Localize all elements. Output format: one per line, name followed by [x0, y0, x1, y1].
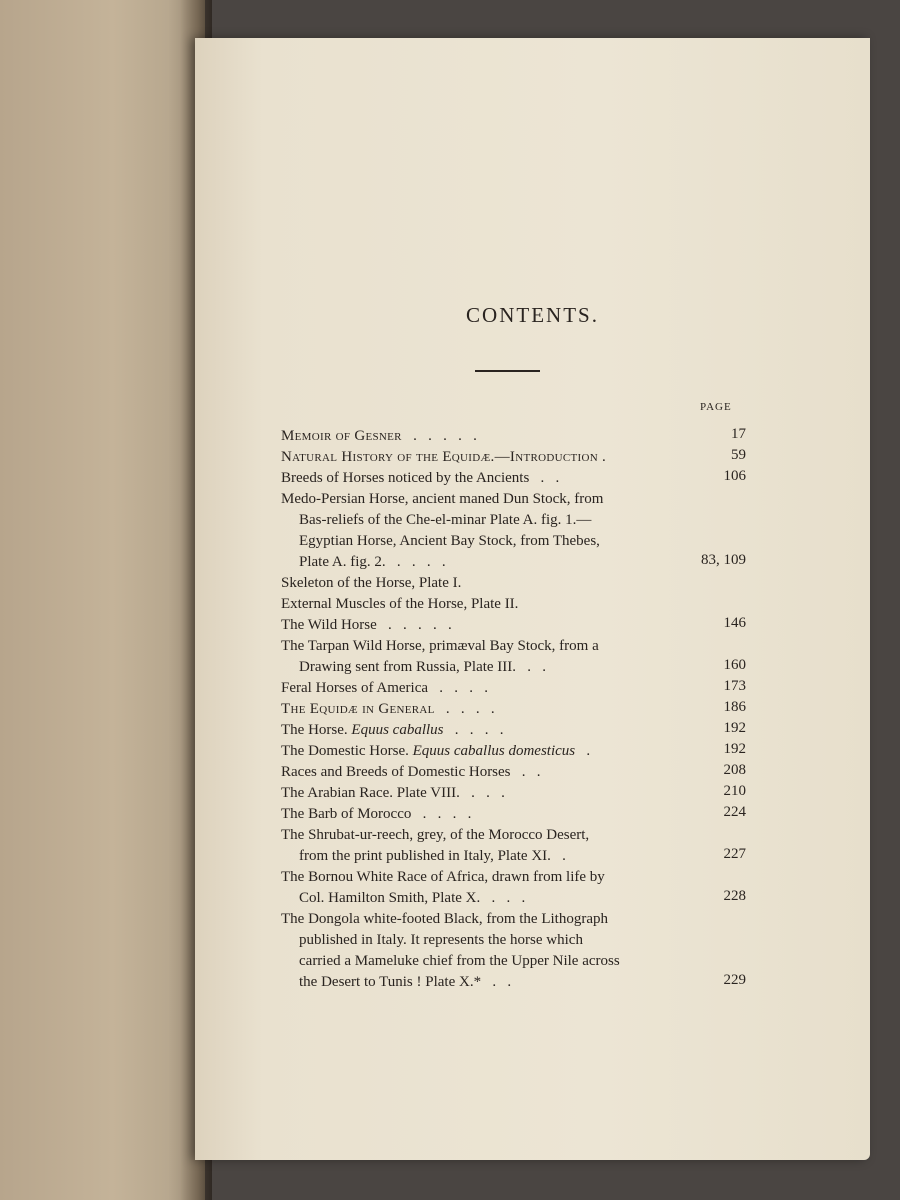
contents-entry-text: Natural History of the Equidæ.—Introduction . [281, 449, 607, 465]
contents-entry-text: The Dongola white-footed Black, from the Lithograph [281, 911, 608, 927]
contents-entry-page-number: 192 [723, 720, 746, 736]
leader-dots: . . . . . [401, 428, 477, 444]
contents-entry [281, 783, 746, 804]
contents-entry-page-number: 210 [723, 783, 746, 799]
leader-dots: . [550, 848, 566, 864]
contents-entry-text: The Wild Horse . . . . . [281, 617, 452, 633]
contents-entry-page-number: 160 [723, 657, 746, 673]
leader-dots: . . [481, 974, 512, 990]
leader-dots: . . . . [428, 680, 489, 696]
contents-entry-text: Skeleton of the Horse, Plate I. [281, 575, 462, 591]
contents-entry [281, 699, 746, 720]
contents-entry-text: The Arabian Race. Plate VIII. . . . [281, 785, 505, 801]
contents-entry [281, 594, 741, 615]
contents-entry-latin-name: Equus caballus [347, 722, 444, 738]
leader-dots: . . [529, 470, 560, 486]
leader-dots: . . . . . [376, 617, 452, 633]
contents-entry-text: The Bornou White Race of Africa, drawn from life by [281, 869, 605, 885]
contents-entry-text: The Horse. Equus caballus . . . . [281, 722, 504, 738]
title-rule [475, 370, 540, 372]
page-column-label: PAGE [700, 401, 732, 413]
contents-entry [281, 804, 746, 825]
contents-entry-page-number: 228 [723, 888, 746, 904]
contents-entry-text: External Muscles of the Horse, Plate II. [281, 596, 519, 612]
contents-entry-page-number: 192 [723, 741, 746, 757]
contents-entry-text: Col. Hamilton Smith, Plate X. . . . [299, 890, 526, 906]
contents-entry [281, 468, 746, 489]
contents-entry [281, 678, 746, 699]
contents-entry-text: The Barb of Morocco . . . . [281, 806, 472, 822]
leader-dots: . . . . [411, 806, 472, 822]
contents-entry [281, 825, 746, 867]
leader-dots: . . . [459, 785, 505, 801]
contents-entry [281, 762, 746, 783]
contents-entry [281, 636, 746, 678]
contents-entry-text: The Shrubat-ur-reech, grey, of the Morocco Desert, [281, 827, 590, 843]
contents-entry-page-number: 227 [723, 846, 746, 862]
page-title: CONTENTS. [466, 303, 599, 327]
contents-entry-text: Feral Horses of America . . . . [281, 680, 489, 696]
contents-list [281, 426, 746, 993]
leader-dots: . . . . [385, 554, 446, 570]
contents-entry-text: Breeds of Horses noticed by the Ancients . . [281, 470, 560, 486]
leader-dots: . . . . [434, 701, 495, 717]
contents-entry-text: Memoir of Gesner . . . . . [281, 428, 477, 444]
contents-entry-page-number: 229 [723, 972, 746, 988]
contents-entry-page-number: 59 [731, 447, 746, 463]
contents-entry-text: Egyptian Horse, Ancient Bay Stock, from Thebes, [299, 533, 600, 549]
leader-dots: . . . . [443, 722, 504, 738]
contents-entry-page-number: 186 [723, 699, 746, 715]
contents-entry-latin-name: Equus caballus domesticus [408, 743, 576, 759]
contents-entry-text: Races and Breeds of Domestic Horses . . [281, 764, 541, 780]
contents-entry [281, 867, 746, 909]
contents-entry-text: published in Italy. It represents the horse which [299, 932, 583, 948]
leader-dots: . . . [480, 890, 526, 906]
contents-entry [281, 573, 741, 594]
contents-entry-text: Drawing sent from Russia, Plate III. . . [299, 659, 547, 675]
contents-entry-page-number: 17 [731, 426, 746, 442]
leader-dots: . . [510, 764, 541, 780]
contents-entry-page-number: 83, 109 [701, 552, 746, 568]
contents-entry-page-number: 224 [723, 804, 746, 820]
contents-entry [281, 426, 746, 447]
right-page [195, 38, 870, 1160]
contents-entry-text: The Equidæ in General . . . . [281, 701, 495, 717]
contents-entry-text: Plate A. fig. 2. . . . . [299, 554, 446, 570]
contents-entry-text: from the print published in Italy, Plate XI. . [299, 848, 566, 864]
contents-entry [281, 615, 746, 636]
contents-entry [281, 720, 746, 741]
contents-entry-text: Medo-Persian Horse, ancient maned Dun Stock, from [281, 491, 604, 507]
contents-entry [281, 447, 746, 468]
contents-entry [281, 489, 746, 573]
contents-entry-text: the Desert to Tunis ! Plate X.* . . [299, 974, 512, 990]
left-page [0, 0, 205, 1200]
leader-dots: . [575, 743, 591, 759]
contents-entry-text: Bas-reliefs of the Che-el-minar Plate A. fig. 1.— [299, 512, 592, 528]
contents-entry [281, 741, 746, 762]
contents-entry-page-number: 146 [723, 615, 746, 631]
contents-entry-page-number: 173 [723, 678, 746, 694]
contents-entry-page-number: 208 [723, 762, 746, 778]
contents-entry [281, 909, 746, 993]
contents-entry-text: The Tarpan Wild Horse, primæval Bay Stock, from a [281, 638, 599, 654]
contents-entry-text: The Domestic Horse. Equus caballus domesticus . [281, 743, 591, 759]
contents-entry-text: carried a Mameluke chief from the Upper Nile across [299, 953, 620, 969]
leader-dots: . . [516, 659, 547, 675]
contents-entry-page-number: 106 [723, 468, 746, 484]
